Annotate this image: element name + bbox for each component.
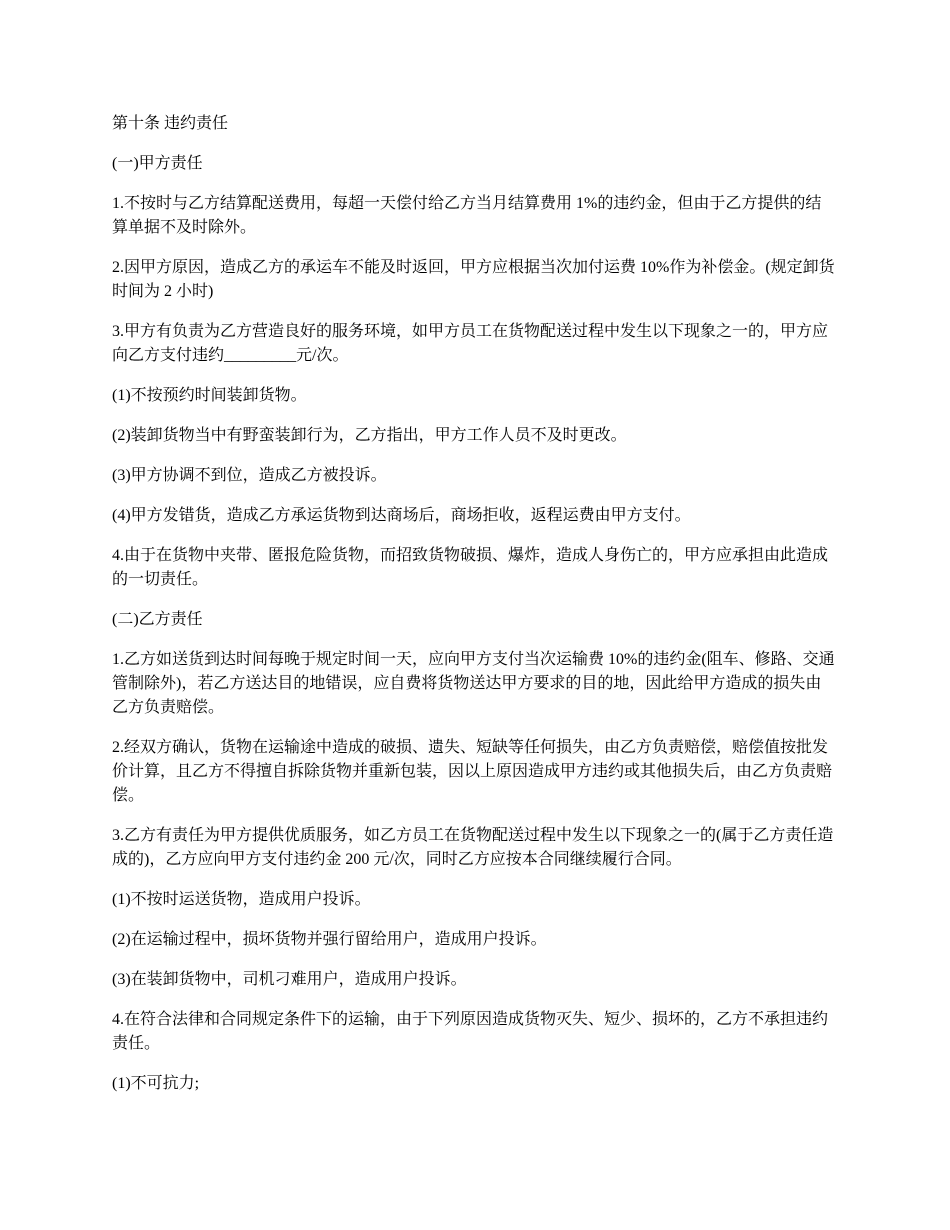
section-heading: 第十条 违约责任 [112, 115, 229, 132]
list-item: (2)装卸货物当中有野蛮装卸行为，乙方指出，甲方工作人员不及时更改。 [112, 427, 627, 444]
list-item: (1)不按预约时间装卸货物。 [112, 387, 307, 404]
paragraph: 2.因甲方原因，造成乙方的承运车不能及时返回，甲方应根据当次加付运费 10%作为补偿金。(规定卸货时间为 2 小时) [112, 259, 835, 300]
paragraph: 4.在符合法律和合同规定条件下的运输，由于下列原因造成货物灭失、短少、损坏的，乙方不承担违约责任。 [112, 1011, 829, 1052]
paragraph: 4.由于在货物中夹带、匿报危险货物，而招致货物破损、爆炸，造成人身伤亡的，甲方应承担由此造成的一切责任。 [112, 547, 829, 588]
list-item: (1)不按时运送货物，造成用户投诉。 [112, 891, 371, 908]
list-item: (2)在运输过程中，损坏货物并强行留给用户，造成用户投诉。 [112, 931, 547, 948]
list-item: (1)不可抗力; [112, 1075, 200, 1092]
paragraph: 1.乙方如送货到达时间每晚于规定时间一天，应向甲方支付当次运输费 10%的违约金(阻车、修路、交通管制除外)，若乙方送达目的地错误，应自费将货物送达甲方要求的目的地，因此给甲方造成的损失由乙方负责赔偿。 [112, 651, 835, 716]
list-item: (4)甲方发错货，造成乙方承运货物到达商场后，商场拒收，返程运费由甲方支付。 [112, 507, 691, 524]
paragraph: 3.甲方有负责为乙方营造良好的服务环境，如甲方员工在货物配送过程中发生以下现象之一的，甲方应向乙方支付违约_________元/次。 [112, 323, 829, 364]
subsection-heading-party-a: (一)甲方责任 [112, 155, 203, 172]
subsection-heading-party-b: (二)乙方责任 [112, 611, 203, 628]
paragraph: 1.不按时与乙方结算配送费用，每超一天偿付给乙方当月结算费用 1%的违约金，但由于乙方提供的结算单据不及时除外。 [112, 195, 822, 236]
paragraph: 3.乙方有责任为甲方提供优质服务，如乙方员工在货物配送过程中发生以下现象之一的(属于乙方责任造成的)，乙方应向甲方支付违约金 200 元/次，同时乙方应按本合同继续履行合同。 [112, 827, 834, 868]
list-item: (3)甲方协调不到位，造成乙方被投诉。 [112, 467, 387, 484]
list-item: (3)在装卸货物中，司机刁难用户，造成用户投诉。 [112, 971, 467, 988]
paragraph: 2.经双方确认，货物在运输途中造成的破损、遗失、短缺等任何损失，由乙方负责赔偿，赔偿值按批发价计算，且乙方不得擅自拆除货物并重新包装，因以上原因造成甲方违约或其他损失后，由乙方负责赔偿。 [112, 739, 833, 804]
